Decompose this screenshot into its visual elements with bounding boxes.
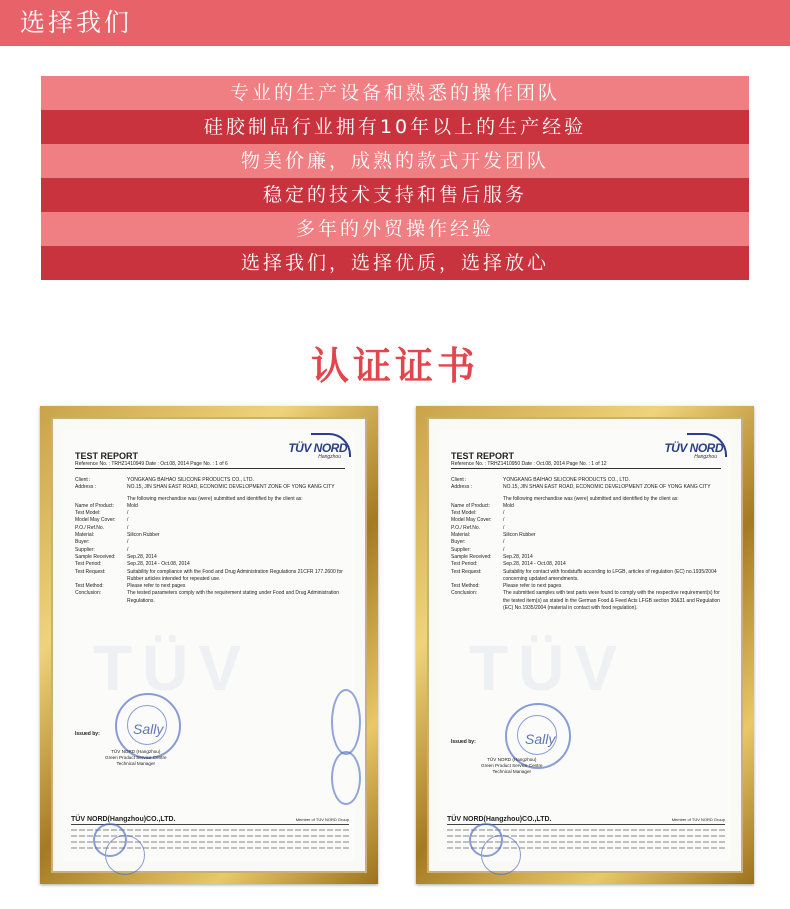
field-label: Name of Product: [451,502,490,509]
frame-mat [429,419,741,871]
field-value: Suitability for contact with foodstuffs according to LFGB, articles of regulation (EC) no.1935/2004 concerning updated amendments. [503,568,717,582]
field-label: Test Model: [75,510,101,517]
field-value: Mold [127,502,138,509]
section-title: 认证证书 [310,344,479,388]
divider [451,468,721,469]
report-field-row [451,484,721,491]
field-value: The following merchandise was (were) submitted and identified by the client as: [127,495,303,502]
watermark: TÜV [469,632,627,704]
field-value: YONGKANG BAIHAO SILICONE PRODUCTS CO., LTD. [127,477,254,483]
report-field-row [451,525,721,532]
field-label: Buyer: [451,539,466,546]
field-label: Address : [451,484,473,491]
signature-icon: Sally [133,721,164,737]
field-label: Client : [75,477,91,483]
footer-group: Member of TÜV NORD Group [671,817,725,822]
report-field-row [75,539,345,546]
field-label: Test Request: [451,568,482,575]
field-value: / [503,524,505,531]
footer-company: TÜV NORD(Hangzhou)CO.,LTD. [447,816,552,823]
field-value: Sep.28, 2014 - Oct.08, 2014 [127,561,190,568]
report-field-row [75,510,345,517]
field-value: Silicon Rubber [127,532,160,539]
field-label: Buyer: [75,539,90,546]
logo-city: Hangzhou [694,454,717,460]
report-field-row [451,547,721,554]
tuv-logo: TÜV NORD [288,441,347,455]
report-fields [451,477,721,612]
report-field-row [451,561,721,568]
field-value: / [127,546,129,553]
stamp-edge-icon [331,751,361,805]
field-value: / [127,524,129,531]
field-label: Supplier: [75,546,95,553]
feature-row: 专业的生产设备和熟悉的操作团队 [41,76,749,110]
report-title: TEST REPORT [75,451,139,461]
test-report-document [439,431,731,861]
field-label: Conclusion: [451,590,478,597]
field-value: Silicon Rubber [503,532,536,539]
field-label: Model May Cover: [451,517,492,524]
report-fields [75,477,345,605]
field-label: P.O./ Ref.No. [75,524,105,531]
frame-border [427,417,743,873]
field-label: Address : [75,484,97,491]
field-label: Model May Cover: [75,517,116,524]
report-field-row [75,547,345,554]
report-field-row [451,583,721,590]
field-value: NO.15, JIN SHAN EAST ROAD, ECONOMIC DEVELOPMENT ZONE OF YONG KANG CITY [503,484,711,491]
feature-list [41,76,749,280]
field-label [75,496,127,503]
field-value: / [503,510,505,517]
report-field-row [75,496,345,503]
field-value: YONGKANG BAIHAO SILICONE PRODUCTS CO., LTD. [503,477,630,483]
certificate-frame [40,406,378,884]
field-label: Test Method: [451,583,480,590]
report-field-row [75,561,345,568]
watermark: TÜV [93,632,251,704]
report-field-row [451,517,721,524]
report-field-row [451,539,721,546]
feature-row: 选择我们，选择优质，选择放心 [41,246,749,280]
test-report-document [63,431,355,861]
field-value: Please refer to next pages [503,583,562,590]
report-field-row [451,590,721,612]
field-label: Conclusion: [75,590,102,597]
field-label: P.O./ Ref.No. [451,524,481,531]
field-value: Sep.28, 2014 - Oct.08, 2014 [503,561,566,568]
report-field-row [451,569,721,584]
report-field-row [75,477,345,484]
report-field-row [75,583,345,590]
stamp-edge-icon [331,689,361,755]
feature-row: 物美价廉，成熟的款式开发团队 [41,144,749,178]
issued-by-label: Issued by: [75,731,100,737]
issuing-centre: TÜV NORD (Hangzhou) Green Product Service Centre Technical Manager [481,757,543,774]
field-value: / [503,539,505,546]
field-label: Test Model: [451,510,477,517]
field-label: Test Period: [75,561,102,568]
report-meta: Reference No. : TRHZ1410950 Date : Oct.08, 2014 Page No. : 1 of 12 [451,461,607,467]
footer-company: TÜV NORD(Hangzhou)CO.,LTD. [71,816,176,823]
header-title: 选择我们 [20,8,133,37]
field-value: / [127,517,129,524]
frame-border [51,417,367,873]
report-field-row [75,525,345,532]
field-label: Sample Received: [451,553,492,560]
report-field-row [451,510,721,517]
report-field-row [75,569,345,584]
feature-row: 硅胶制品行业拥有10年以上的生产经验 [41,110,749,144]
footer-group: Member of TÜV NORD Group [295,817,349,822]
logo-city: Hangzhou [318,454,341,460]
report-field-row [75,554,345,561]
report-field-row [451,496,721,503]
report-field-row [451,477,721,484]
field-value: / [127,539,129,546]
feature-row: 稳定的技术支持和售后服务 [41,178,749,212]
field-label: Client : [451,477,467,483]
stamp-icon [93,823,127,857]
report-field-row [75,590,345,605]
field-value: / [503,546,505,553]
field-label: Test Request: [75,568,106,575]
field-label: Material: [75,532,95,539]
report-field-row [75,484,345,491]
field-value: The submitted samples with test parts were found to comply with the respective requirement(s) for the tested item(s) as stated in the German Food & Feed Acts LFGB section 30&31 and Regulation (EC) No.1935/2004 (material in contact with food regulation). [503,590,721,612]
report-meta: Reference No. : TRHZ1410949 Date : Oct.08, 2014 Page No. : 1 of 6 [75,461,228,467]
frame-mat [53,419,365,871]
field-label: Test Period: [451,561,478,568]
tuv-logo: TÜV NORD [664,441,723,455]
report-field-row [75,532,345,539]
field-value: Sep.28, 2014 [503,553,533,560]
report-field-row [451,532,721,539]
field-value: Mold [503,502,514,509]
issuing-centre: TÜV NORD (Hangzhou) Green Product Service Centre Technical Manager [105,749,167,766]
signature-icon: Sally [525,731,556,747]
field-label [451,496,503,503]
field-label: Sample Received: [75,553,116,560]
field-value: / [503,517,505,524]
field-value: The tested parameters comply with the requirement stating under Food and Drug Administration Regulations. [127,590,340,604]
field-value: Suitability for compliance with the Food and Drug Administration Regulations 21CFR 177.2600 for Rubber articles intended for repeated use. [127,568,343,582]
stamp-icon [469,823,503,857]
feature-row: 多年的外贸操作经验 [41,212,749,246]
certificate-frame [416,406,754,884]
report-field-row [451,503,721,510]
field-value: NO.15, JIN SHAN EAST ROAD, ECONOMIC DEVELOPMENT ZONE OF YONG KANG CITY [127,484,335,491]
field-label: Test Method: [75,583,104,590]
field-value: / [127,510,129,517]
report-field-row [451,554,721,561]
divider [75,468,345,469]
issued-by-label: Issued by: [451,739,476,745]
report-field-row [75,517,345,524]
field-value: Please refer to next pages [127,583,186,590]
field-value: The following merchandise was (were) submitted and identified by the client as: [503,495,679,502]
field-value: Sep.28, 2014 [127,553,157,560]
field-label: Name of Product: [75,502,114,509]
field-label: Supplier: [451,546,471,553]
field-label: Material: [451,532,471,539]
report-field-row [75,503,345,510]
report-title: TEST REPORT [451,451,515,461]
